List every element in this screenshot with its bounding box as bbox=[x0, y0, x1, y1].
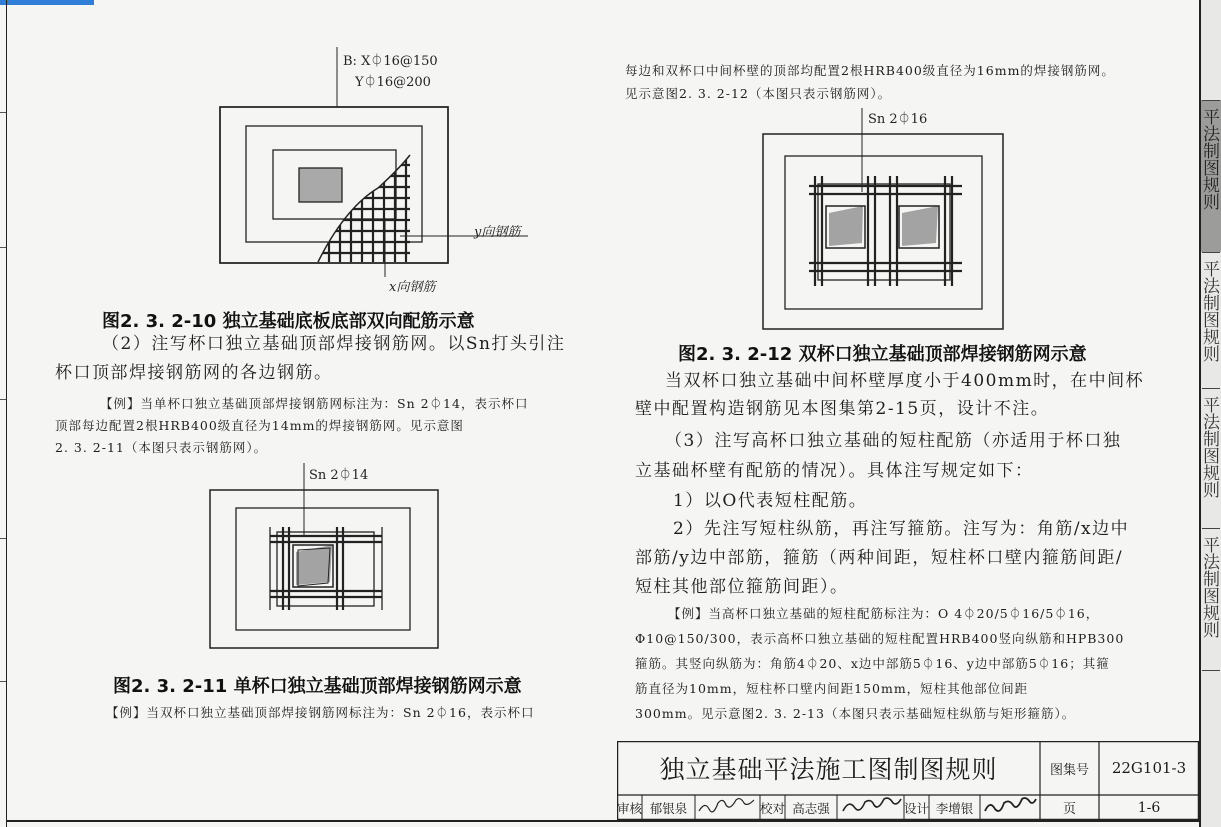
selection-indicator bbox=[0, 0, 94, 5]
check-label: 校对 bbox=[760, 800, 786, 816]
right-para-4: 1）以O代表短柱配筋。 bbox=[673, 491, 868, 511]
fig10-x-bar-label: x向钢筋 bbox=[389, 280, 436, 295]
side-tab-3[interactable]: 平法制图规则 bbox=[1199, 396, 1219, 498]
title-block bbox=[617, 741, 1199, 820]
left-example-1-line-3: 2. 3. 2-11（本图只表示钢筋网）。 bbox=[55, 440, 268, 455]
design-label: 设计 bbox=[904, 800, 930, 816]
right-para-2-line-1: 当双杯口独立基础中间杯壁厚度小于400mm时，在中间杯 bbox=[665, 371, 1145, 391]
figure-10-caption: 图2. 3. 2-10 独立基础底板底部双向配筋示意 bbox=[102, 311, 475, 332]
right-example-3-line-1: 【例】当高杯口独立基础的短柱配筋标注为：O 4⏀20/5⏀16/5⏀16， bbox=[668, 606, 1100, 621]
left-example-1-line-2: 顶部每边配置2根HRB400级直径为14mm的焊接钢筋网。见示意图 bbox=[55, 418, 464, 433]
right-example-3-line-5: 300mm。见示意图2. 3. 2-13（本图只表示基础短柱纵筋与矩形箍筋）。 bbox=[635, 706, 1076, 721]
side-tab-1[interactable]: 平法制图规则 bbox=[1199, 108, 1219, 210]
sheet-title: 独立基础平法施工图制图规则 bbox=[659, 755, 998, 784]
atlas-number: 22G101-3 bbox=[1111, 759, 1187, 777]
side-tab-2[interactable]: 平法制图规则 bbox=[1199, 260, 1219, 362]
left-para-1-line-2: 杯口顶部焊接钢筋网的各边钢筋。 bbox=[55, 363, 333, 383]
page-number: 1-6 bbox=[1137, 799, 1161, 816]
right-para-3-line-1: （3）注写高杯口独立基础的短柱配筋（亦适用于杯口独 bbox=[665, 431, 1122, 451]
right-example-3-line-3: 箍筋。其竖向纵筋为：角筋4⏀20、x边中部筋5⏀16、y边中部筋5⏀16；其箍 bbox=[635, 656, 1110, 671]
side-tab-strip bbox=[1201, 0, 1221, 827]
check-signature-mark bbox=[843, 798, 901, 811]
review-name: 郁银泉 bbox=[649, 800, 688, 816]
fig11-label: Sn 2⏀14 bbox=[309, 468, 369, 483]
check-name: 高志强 bbox=[792, 800, 830, 816]
right-para-2-line-2: 壁中配置构造钢筋见本图集第2-15页，设计不注。 bbox=[635, 399, 1050, 419]
left-para-1-line-1: （2）注写杯口独立基础顶部焊接钢筋网。以Sn打头引注 bbox=[102, 334, 566, 354]
review-label: 审核 bbox=[617, 800, 643, 816]
figure-11-drawing bbox=[205, 458, 445, 663]
figure-12-caption: 图2. 3. 2-12 双杯口独立基础顶部焊接钢筋网示意 bbox=[678, 344, 1087, 365]
figure-12-drawing bbox=[755, 105, 1015, 335]
design-name: 李增银 bbox=[935, 800, 974, 816]
right-para-3-line-2: 立基础杯壁有配筋的情况）。具体注写规定如下： bbox=[635, 461, 1034, 481]
frame-border-left bbox=[6, 0, 7, 827]
right-example-3-line-4: 筋直径为10mm，短柱杯口壁内间距150mm，短柱其他部位间距 bbox=[635, 681, 1029, 696]
right-para-5-line-2: 部筋/y边中部筋，箍筋（两种间距，短柱杯口壁内箍筋间距/ bbox=[635, 548, 1124, 568]
right-top-line-2: 见示意图2. 3. 2-12（本图只表示钢筋网）。 bbox=[625, 86, 892, 101]
right-top-line-1: 每边和双杯口中间杯壁的顶部均配置2根HRB400级直径为16mm的焊接钢筋网。 bbox=[625, 63, 1115, 78]
right-example-3-line-2: Φ10@150/300，表示高杯口独立基础的短柱配置HRB400竖向纵筋和HPB300 bbox=[635, 631, 1125, 646]
figure-11-caption: 图2. 3. 2-11 单杯口独立基础顶部焊接钢筋网示意 bbox=[113, 676, 522, 697]
fig10-y-bar-label: y向钢筋 bbox=[474, 225, 521, 240]
fig12-label: Sn 2⏀16 bbox=[868, 112, 928, 127]
fig10-label-y: Y⏀16@200 bbox=[355, 75, 431, 90]
left-example-2-line-1: 【例】当双杯口独立基础顶部焊接钢筋网标注为：Sn 2⏀16，表示杯口 bbox=[106, 705, 535, 720]
atlas-number-label: 图集号 bbox=[1049, 762, 1089, 778]
fig10-label-b: B: X⏀16@150 bbox=[343, 54, 438, 69]
review-signature-mark bbox=[699, 799, 754, 812]
page-label: 页 bbox=[1062, 802, 1076, 817]
right-para-5-line-3: 短柱其他部位箍筋间距）。 bbox=[635, 577, 849, 597]
side-tab-4[interactable]: 平法制图规则 bbox=[1199, 536, 1219, 638]
design-signature-mark bbox=[985, 798, 1036, 811]
left-example-1-line-1: 【例】当单杯口独立基础顶部焊接钢筋网标注为：Sn 2⏀14，表示杯口 bbox=[100, 396, 529, 411]
right-para-5-line-1: 2）先注写短柱纵筋，再注写箍筋。注写为：角筋/x边中 bbox=[673, 519, 1130, 539]
frame-border-bottom bbox=[6, 820, 1201, 822]
